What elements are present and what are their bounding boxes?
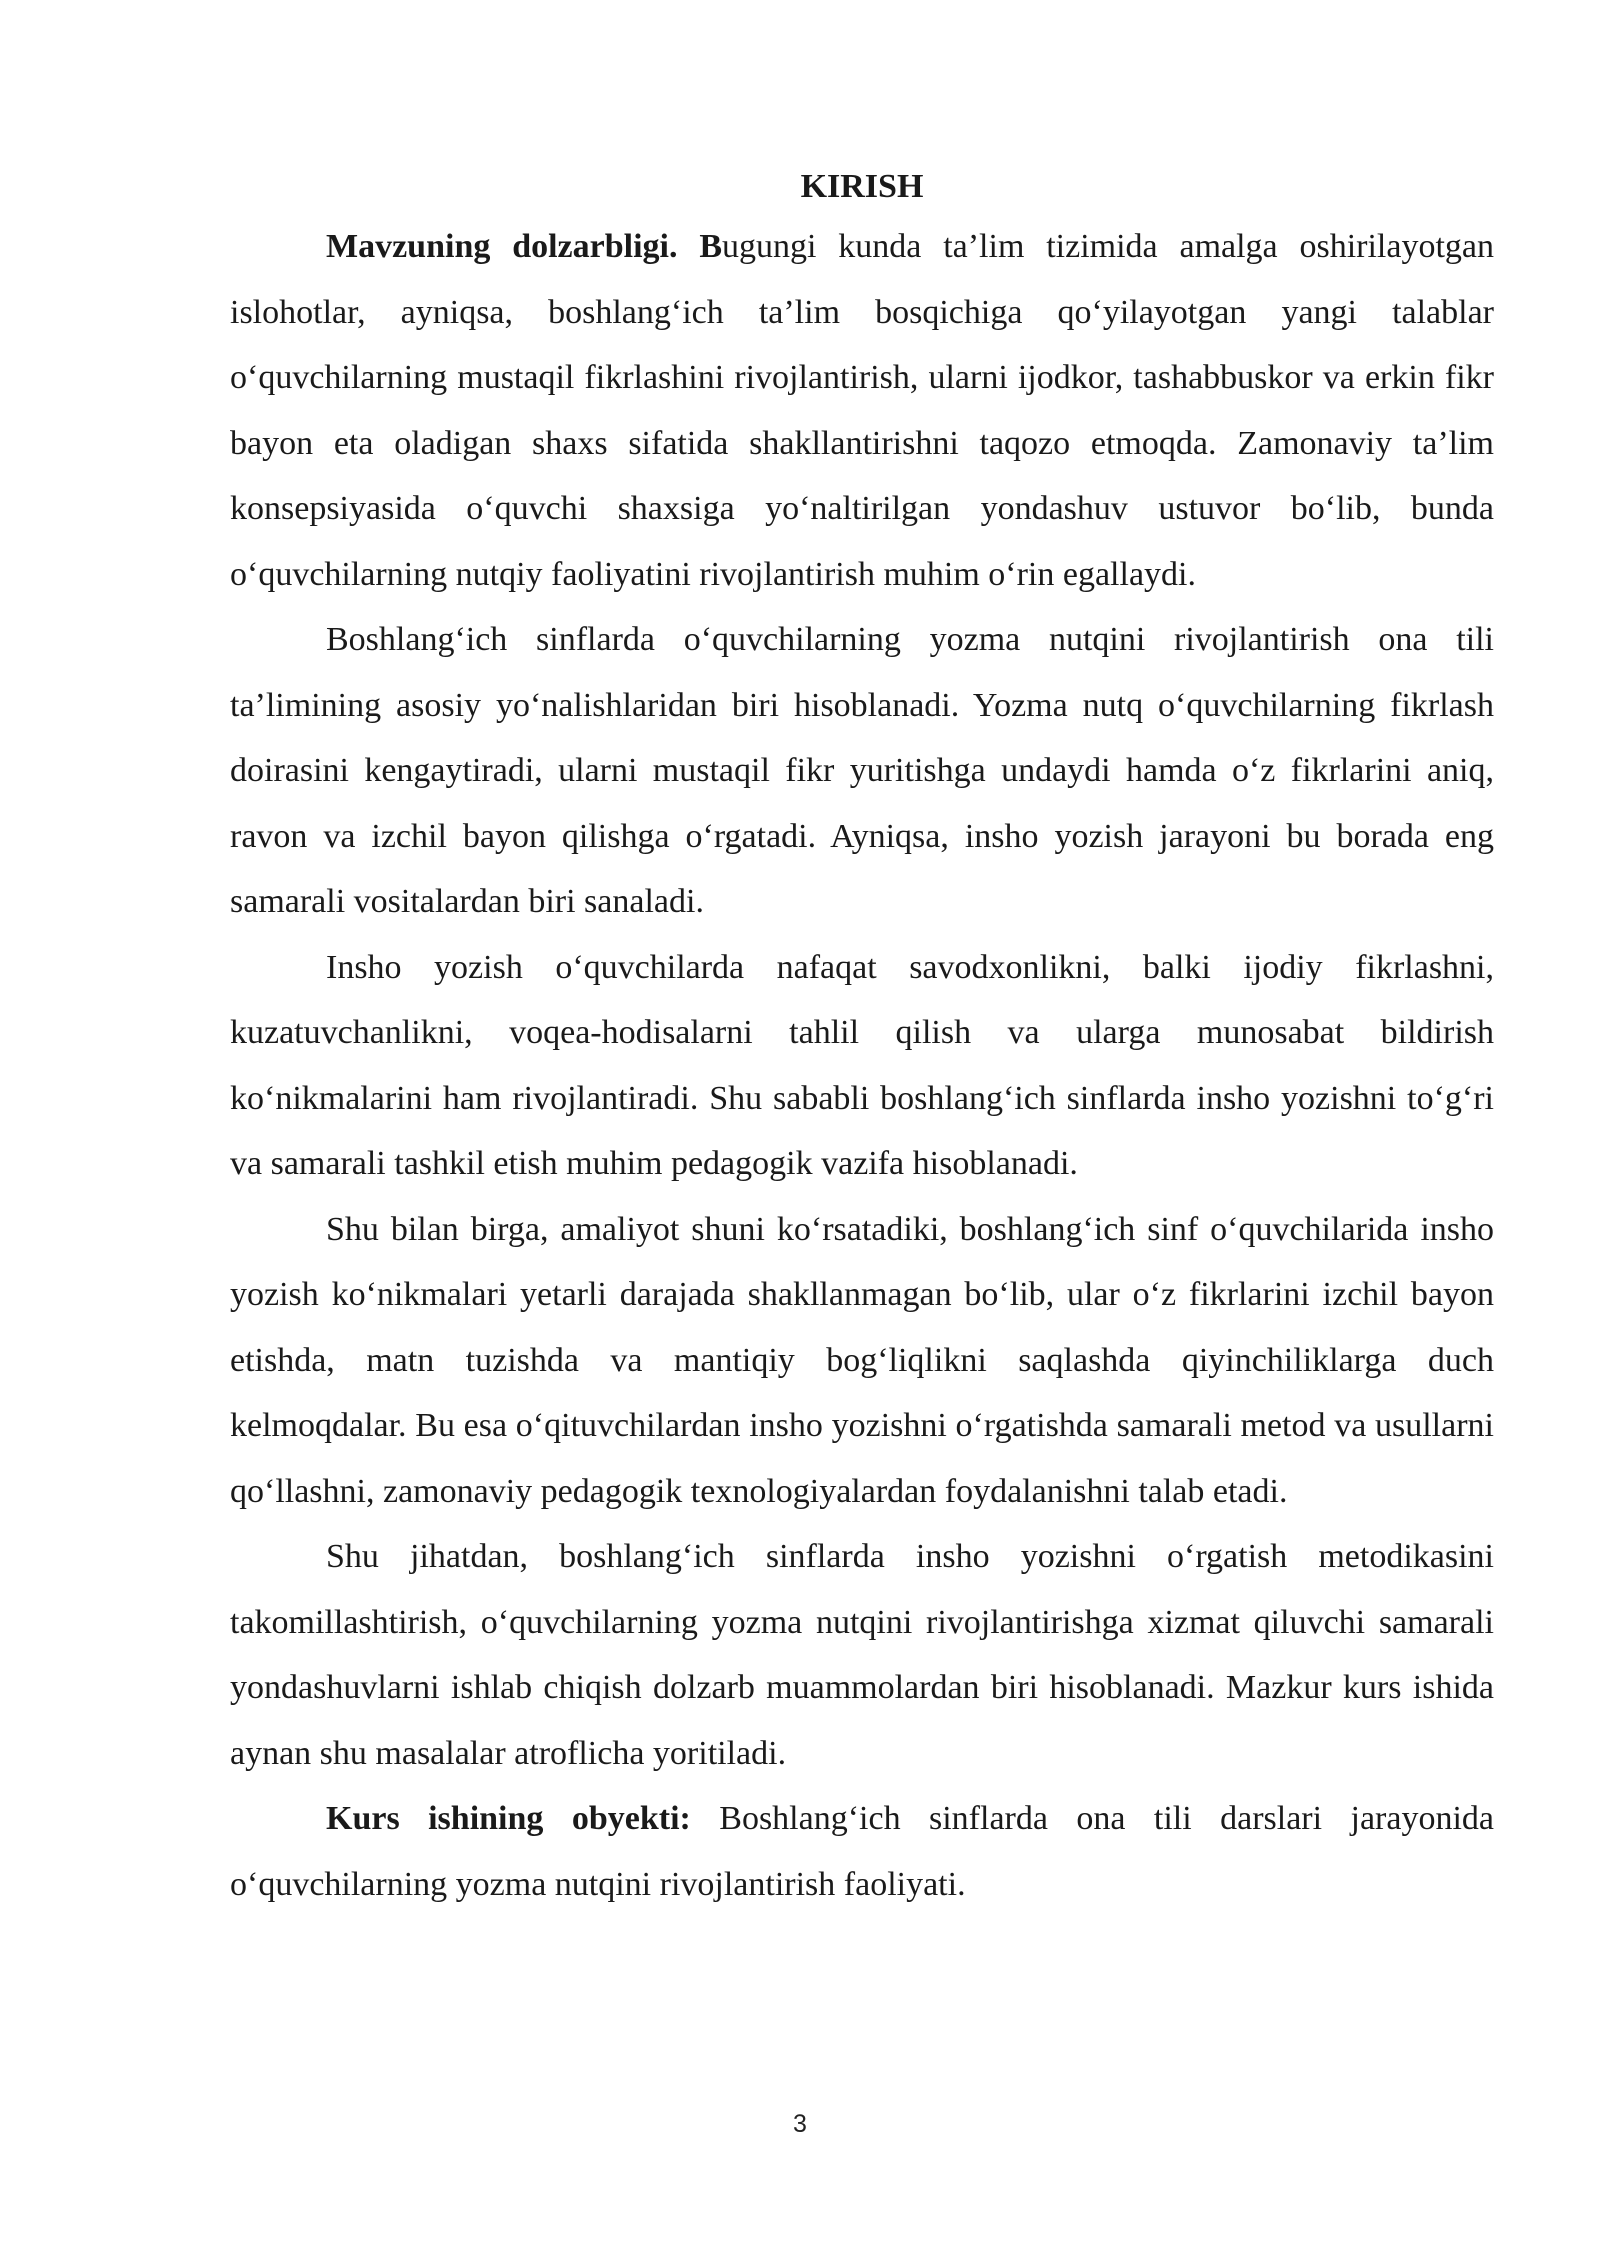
- course-object-lead: Kurs ishining obyekti:: [326, 1800, 691, 1837]
- course-object-text: Boshlang‘ich sinflarda ona tili darslari jarayonida o‘quvchilarning yozma nutqini rivojlantirish faoliyati.: [230, 1800, 1494, 1903]
- paragraph-essay-skills: Insho yozish o‘quvchilarda nafaqat savodxonlikni, balki ijodiy fikrlashni, kuzatuvchanlikni, voqea-hodisalarni tahlil qilish va ularga munosabat bildirish ko‘nikmalarini ham rivojlantiradi. Shu sababli boshlang‘ich sinflarda insho yozishni to‘g‘ri va samarali tashkil etish muhim pedagogik vazifa hisoblanadi.: [230, 948, 1494, 1182]
- page-number: 3: [793, 2110, 807, 2138]
- paragraph-course-object: [230, 1786, 1494, 1917]
- paragraph-written-speech: Boshlang‘ich sinflarda o‘quvchilarning yozma nutqini rivojlantirish ona tili ta’limining asosiy yo‘nalishlaridan biri hisoblanadi. Yozma nutq o‘quvchilarning fikrlash doirasini kengaytiradi, ularni mustaqil fikr yuritishga undaydi hamda o‘z fikrlarini aniq, ravon va izchil bayon qilishga o‘rgatadi. Ayniqsa, insho yozish jarayoni bu borada eng samarali vositalardan biri sanaladi.: [230, 621, 1494, 920]
- relevance-text: ugungi kunda ta’lim tizimida amalga oshirilayotgan islohotlar, ayniqsa, boshlang‘ich ta’lim bosqichiga qo‘yilayotgan yangi talablar o‘quvchilarning mustaqil fikrlashini rivojlantirish, ularni ijodkor, tashabbuskor va erkin fikr bayon eta oladigan shaxs sifatida shakllantirishni taqozo etmoqda. Zamonaviy ta’lim konsepsiyasida o‘quvchi shaxsiga yo‘naltirilgan yondashuv ustuvor bo‘lib, bunda o‘quvchilarning nutqiy faoliyatini rivojlantirish muhim o‘rin egallaydi.: [230, 228, 1494, 593]
- relevance-lead-initial: B: [677, 228, 722, 265]
- paragraph-practice: Shu bilan birga, amaliyot shuni ko‘rsatadiki, boshlang‘ich sinf o‘quvchilarida insho yozish ko‘nikmalari yetarli darajada shakllanmagan bo‘lib, ular o‘z fikrlarini izchil bayon etishda, matn tuzishda va mantiqiy bog‘liqlikni saqlashda qiyinchiliklarga duch kelmoqdalar. Bu esa o‘qituvchilardan insho yozishni o‘rgatishda samarali metod va usullarni qo‘llashni, zamonaviy pedagogik texnologiyalardan foydalanishni talab etadi.: [230, 1210, 1494, 1510]
- section-heading: KIRISH: [800, 168, 924, 205]
- document-body: [230, 160, 1494, 1917]
- paragraph-relevance: [230, 214, 1494, 607]
- paragraph-methodology: Shu jihatdan, boshlang‘ich sinflarda insho yozishni o‘rgatish metodikasini takomillashtirish, o‘quvchilarning yozma nutqini rivojlantirishga xizmat qiluvchi samarali yondashuvlarni ishlab chiqish dolzarb muammolardan biri hisoblanadi. Mazkur kurs ishida aynan shu masalalar atroflicha yoritiladi.: [230, 1538, 1494, 1772]
- relevance-lead: Mavzuning dolzarbligi.: [326, 228, 678, 265]
